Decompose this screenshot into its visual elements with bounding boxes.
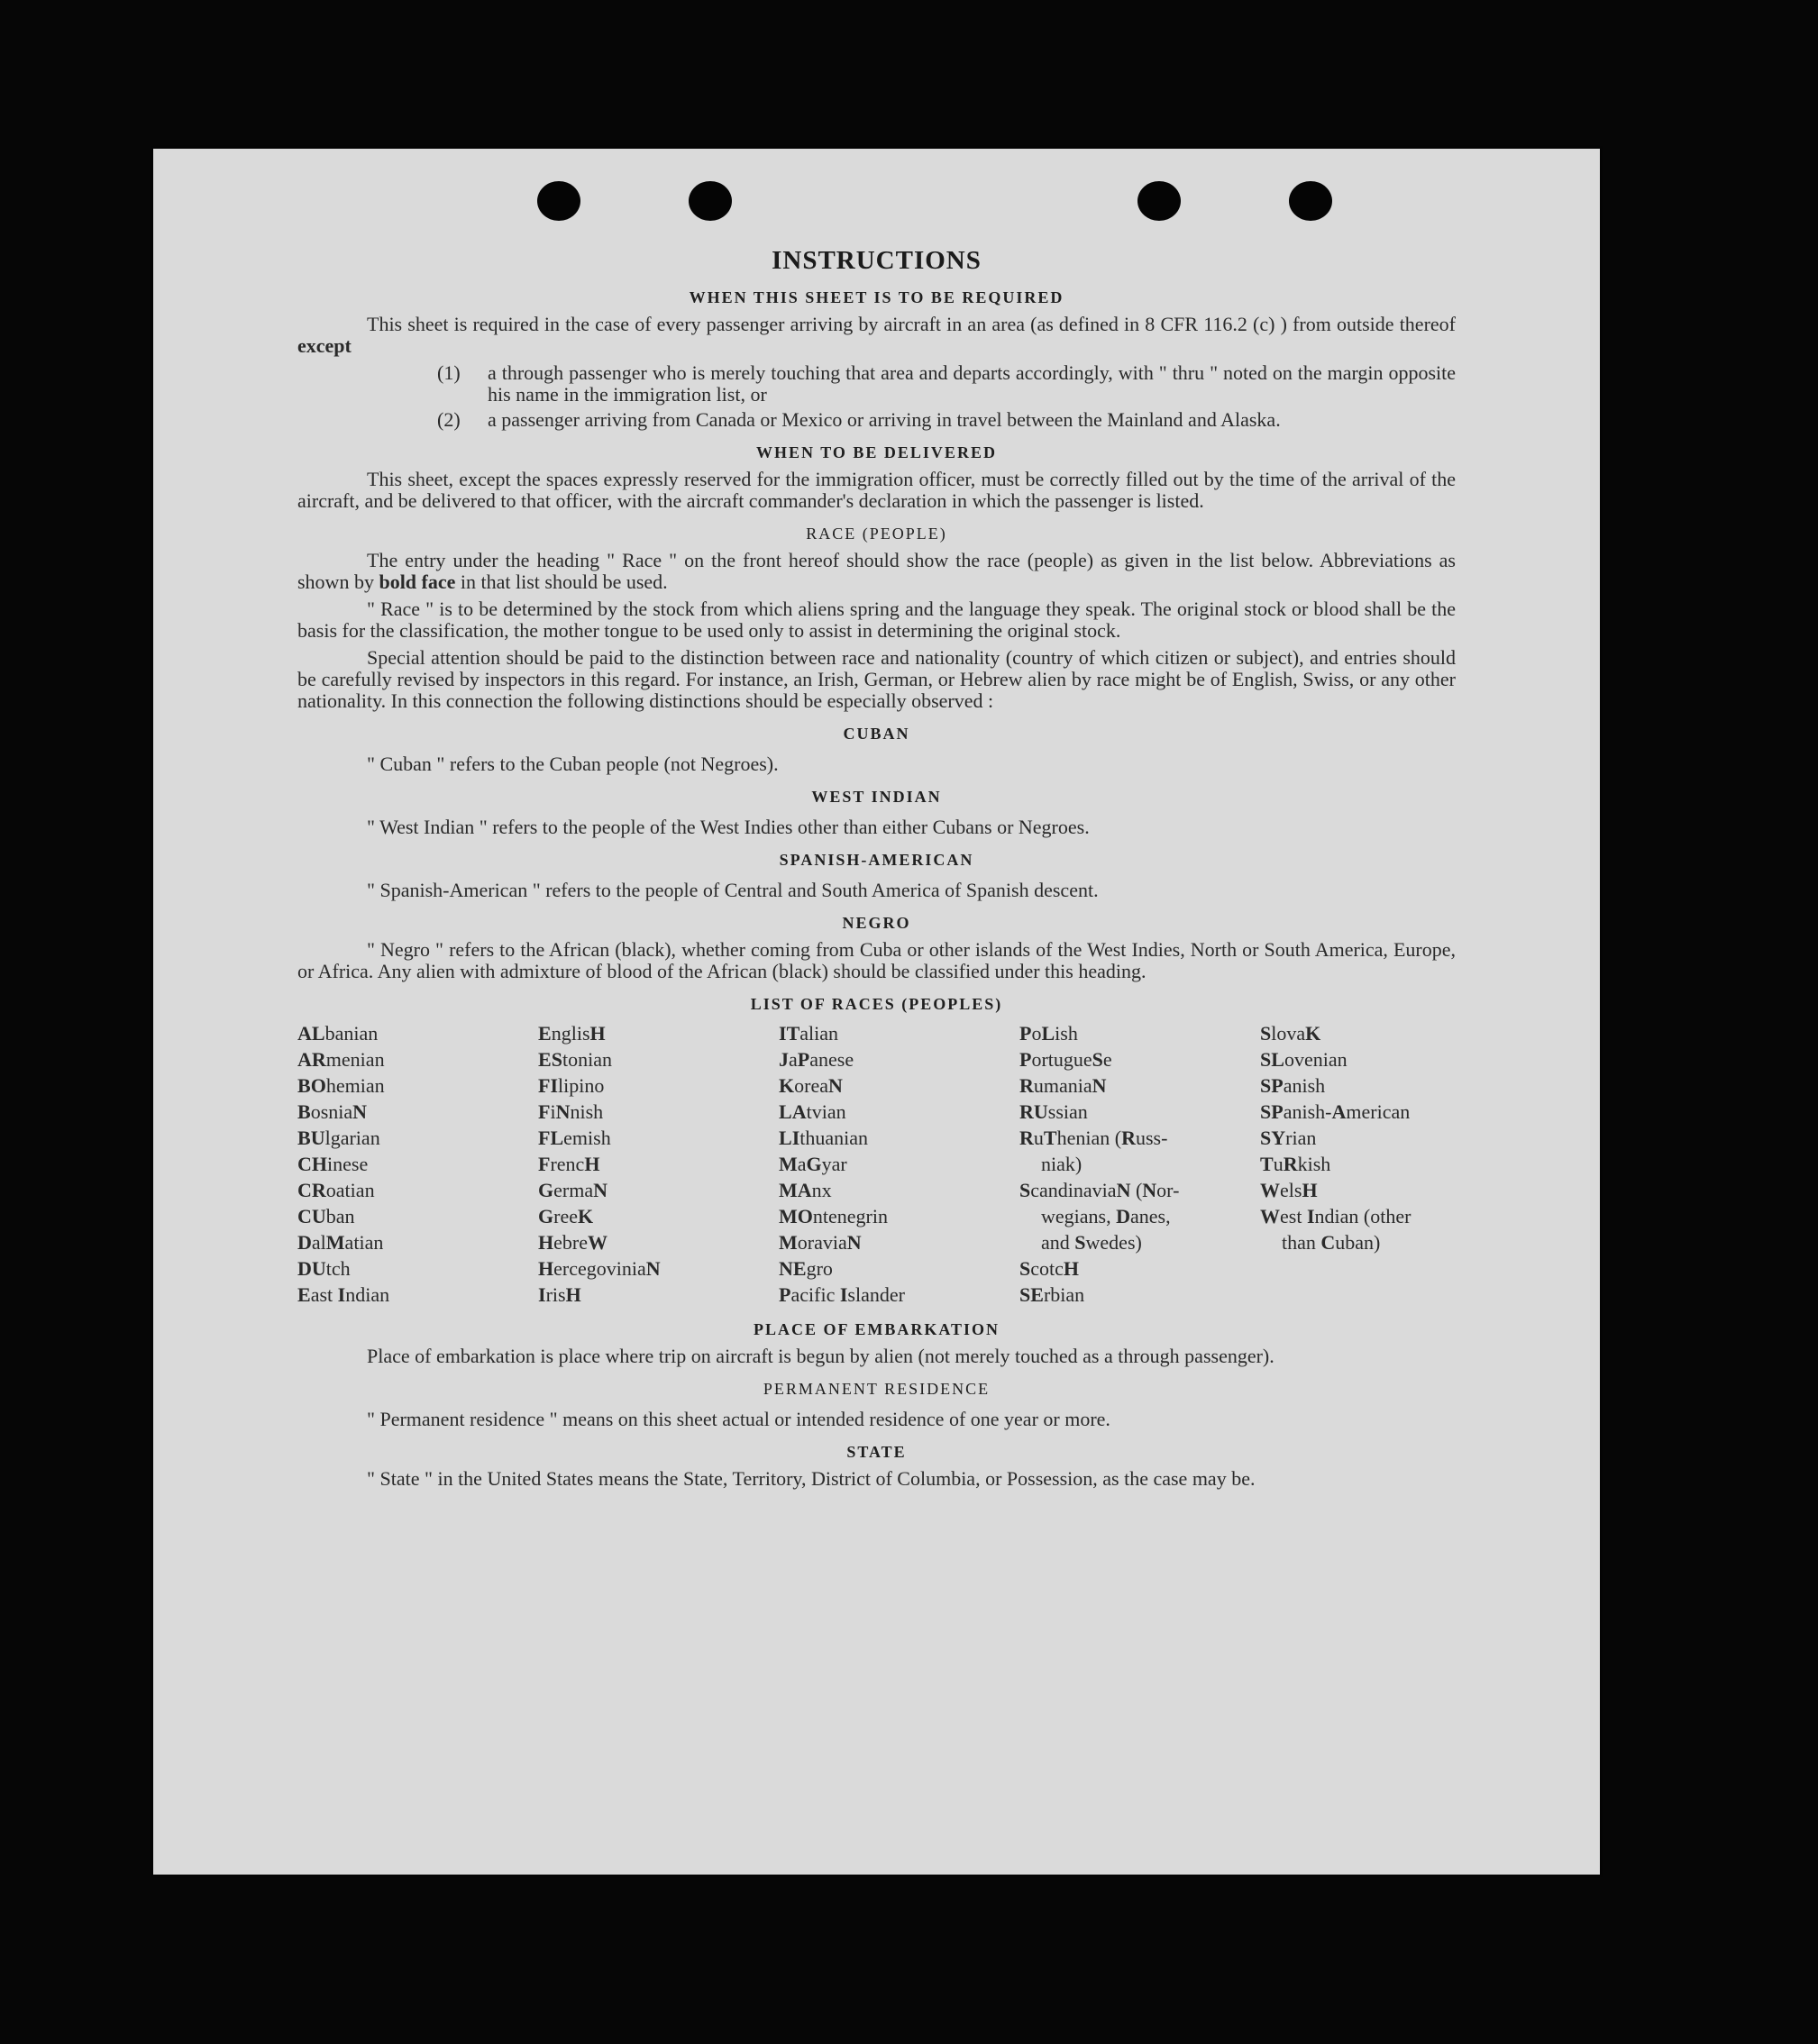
race-entry: East Indian bbox=[297, 1283, 390, 1306]
race-entry: RUssian bbox=[1019, 1100, 1088, 1123]
exception-number: (2) bbox=[437, 408, 461, 431]
heading-residence: PERMANENT RESIDENCE bbox=[763, 1380, 991, 1398]
heading-cuban: CUBAN bbox=[843, 725, 910, 743]
race-entry: CRoatian bbox=[297, 1179, 375, 1201]
heading-races-list: LIST OF RACES (PEOPLES) bbox=[750, 995, 1003, 1013]
spanish-american-text: " Spanish-American " refers to the people of Central and South America of Spanish descent. bbox=[367, 879, 1099, 901]
exception-item bbox=[297, 362, 1456, 406]
required-intro: This sheet is required in the case of every passenger arriving by aircraft in an area (as defined in 8 CFR 116.2 (c) ) from outside thereof except bbox=[297, 313, 1456, 357]
race-entry: LIthuanian bbox=[779, 1127, 869, 1149]
race-entry: LAtvian bbox=[779, 1100, 846, 1123]
race-entry: SPanish bbox=[1260, 1074, 1326, 1097]
residence-text: " Permanent residence " means on this sheet actual or intended residence of one year or more. bbox=[367, 1408, 1110, 1430]
race-entry: HebreW bbox=[538, 1231, 608, 1254]
race-entry: WelsH bbox=[1260, 1179, 1318, 1201]
race-entry: MOntenegrin bbox=[779, 1205, 888, 1227]
race-paragraph-1: The entry under the heading " Race " on the front hereof should show the race (people) as given in the list below. Abbreviations as shown by bold face in that list should be used. bbox=[297, 549, 1456, 593]
race-entry: than Cuban) bbox=[1282, 1231, 1381, 1254]
race-entry: ITalian bbox=[779, 1022, 839, 1045]
race-entry: BUlgarian bbox=[297, 1127, 380, 1149]
race-entry: MoraviaN bbox=[779, 1231, 862, 1254]
race-entry: KoreaN bbox=[779, 1074, 843, 1097]
race-entry: niak) bbox=[1041, 1153, 1083, 1175]
punch-hole bbox=[1289, 181, 1332, 221]
race-entry: PoLish bbox=[1019, 1022, 1078, 1045]
races-column-1 bbox=[297, 1020, 538, 1308]
bold-face-word: bold face bbox=[379, 570, 456, 593]
race-paragraph-3: Special attention should be paid to the distinction between race and nationality (country of which citizen or subject), and entries should be carefully revised by inspectors in this regard. For instance, an Irish, German, or Hebrew alien by race might be of English, Swiss, or any other nationality. In this connection the following distinctions should be especially observed : bbox=[297, 646, 1456, 712]
cuban-text: " Cuban " refers to the Cuban people (not Negroes). bbox=[367, 753, 779, 775]
races-column-4 bbox=[1019, 1020, 1260, 1308]
race-entry: CUban bbox=[297, 1205, 355, 1227]
race-entry: RumaniaN bbox=[1019, 1074, 1107, 1097]
race-entry: SlovaK bbox=[1260, 1022, 1321, 1045]
race-entry: ARmenian bbox=[297, 1048, 385, 1071]
heading-embarkation: PLACE OF EMBARKATION bbox=[753, 1320, 1000, 1338]
heading-state: STATE bbox=[846, 1443, 907, 1461]
race-entry: ScotcH bbox=[1019, 1257, 1080, 1280]
heading-delivered: WHEN TO BE DELIVERED bbox=[756, 443, 997, 461]
race-entry: EnglisH bbox=[538, 1022, 606, 1045]
race-entry: BOhemian bbox=[297, 1074, 385, 1097]
exception-text: a passenger arriving from Canada or Mexico or arriving in travel between the Mainland and Alaska. bbox=[488, 408, 1281, 431]
race-entry: TuRkish bbox=[1260, 1153, 1331, 1175]
race-entry: SLovenian bbox=[1260, 1048, 1348, 1071]
race-entry: SErbian bbox=[1019, 1283, 1085, 1306]
west-indian-text: " West Indian " refers to the people of the West Indies other than either Cubans or Negroes. bbox=[367, 816, 1090, 838]
race-entry: SPanish-American bbox=[1260, 1100, 1411, 1123]
race-entry: FLemish bbox=[538, 1127, 611, 1149]
race-entry: ALbanian bbox=[297, 1022, 379, 1045]
race-entry: FiNnish bbox=[538, 1100, 604, 1123]
exception-item bbox=[297, 409, 1456, 431]
races-column-3 bbox=[779, 1020, 1019, 1308]
negro-text: " Negro " refers to the African (black), whether coming from Cuba or other islands of the West Indies, North or South America, Europe, or Africa. Any alien with admixture of blood of the African (black) should be classified under this heading. bbox=[297, 938, 1456, 982]
race-entry: Pacific Islander bbox=[779, 1283, 905, 1306]
delivered-text: This sheet, except the spaces expressly reserved for the immigration officer, must be correctly filled out by the time of the arrival of the aircraft, and be delivered to that officer, with the aircraft commander's declaration in which the passenger is listed. bbox=[297, 468, 1456, 512]
page-title: INSTRUCTIONS bbox=[772, 246, 982, 275]
race-entry: DUtch bbox=[297, 1257, 351, 1280]
punch-hole bbox=[537, 181, 580, 221]
heading-required: WHEN THIS SHEET IS TO BE REQUIRED bbox=[689, 288, 1064, 306]
exception-text: a through passenger who is merely touching that area and departs accordingly, with " thru " noted on the margin opposite his name in the immigration list, or bbox=[488, 361, 1456, 406]
race-entry: JaPanese bbox=[779, 1048, 854, 1071]
state-text: " State " in the United States means the State, Territory, District of Columbia, or Possession, as the case may be. bbox=[367, 1467, 1256, 1490]
races-column-5 bbox=[1260, 1020, 1501, 1308]
race-entry: FIlipino bbox=[538, 1074, 605, 1097]
punch-hole bbox=[689, 181, 732, 221]
heading-west-indian: WEST INDIAN bbox=[811, 788, 942, 806]
race-paragraph-2: " Race " is to be determined by the stock from which aliens spring and the language they speak. The original stock or blood shall be the basis for the classification, the mother tongue to be used only to assist in determining the original stock. bbox=[297, 598, 1456, 642]
race-entry: NEgro bbox=[779, 1257, 833, 1280]
race-entry: EStonian bbox=[538, 1048, 612, 1071]
document-page bbox=[153, 149, 1600, 1875]
race-entry: SYrian bbox=[1260, 1127, 1317, 1149]
race-entry: RuThenian (Russ- bbox=[1019, 1127, 1168, 1149]
race-entry: BosniaN bbox=[297, 1100, 368, 1123]
race-entry: MAnx bbox=[779, 1179, 832, 1201]
races-list bbox=[297, 1020, 1456, 1308]
punch-hole bbox=[1137, 181, 1181, 221]
heading-spanish-american: SPANISH-AMERICAN bbox=[779, 851, 974, 869]
heading-negro: NEGRO bbox=[842, 914, 911, 932]
race-entry: PortugueSe bbox=[1019, 1048, 1112, 1071]
embarkation-text: Place of embarkation is place where trip on aircraft is begun by alien (not merely touched as a through passenger). bbox=[367, 1345, 1274, 1367]
race-entry: ScandinaviaN (Nor- bbox=[1019, 1179, 1180, 1201]
race-entry: wegians, Danes, bbox=[1041, 1205, 1171, 1227]
except-word: except bbox=[297, 334, 352, 357]
race-entry: MaGyar bbox=[779, 1153, 847, 1175]
race-entry: DalMatian bbox=[297, 1231, 384, 1254]
race-entry: CHinese bbox=[297, 1153, 369, 1175]
race-entry: HercegoviniaN bbox=[538, 1257, 661, 1280]
races-column-2 bbox=[538, 1020, 779, 1308]
race-entry: and Swedes) bbox=[1041, 1231, 1142, 1254]
heading-race: RACE (PEOPLE) bbox=[806, 525, 947, 543]
race-entry: West Indian (other bbox=[1260, 1205, 1411, 1227]
race-entry: IrisH bbox=[538, 1283, 581, 1306]
race-entry: GreeK bbox=[538, 1205, 594, 1227]
race-entry: FrencH bbox=[538, 1153, 600, 1175]
race-entry: GermaN bbox=[538, 1179, 608, 1201]
exception-number: (1) bbox=[437, 361, 461, 384]
instructions-body bbox=[297, 245, 1456, 1495]
